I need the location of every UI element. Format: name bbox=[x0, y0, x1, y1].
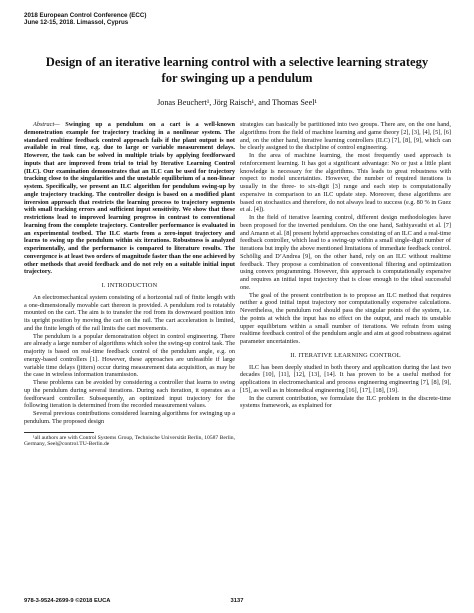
paragraph: ILC has been deeply studied in both theory and application during the last two decades [10], [11], [12], [13], [14]. It has proven to be a useful method for applications in electromechanical and process engineering engineering [7], [8], [9], [15], as well as in biomedical engineering [16], [17], [18], [19]. bbox=[240, 363, 451, 394]
paragraph: In the area of machine learning, the most frequently used approach is reinforcement learning. It has got a significant advantage: No or just a little plant knowledge is necessary for the algorithms. This leads to great robustness with respect to model uncertainties. However, the number of required iterations is usually in the three- to six-digit [3] range and each step is computationally expensive in comparison to an ILC update step. Moreover, these algorithms are based on stochastics and therefore, do not always lead to success (e.g. 80 % in Guez et al. [4]). bbox=[240, 152, 451, 214]
conference-name: 2018 European Control Conference (ECC) bbox=[24, 12, 147, 19]
page-number: 3137 bbox=[230, 598, 244, 604]
paragraph: The goal of the present contribution is to propose an ILC method that requires neither a good initial input trajectory nor computationally expensive calculations. Nevertheless, the pendulum rod should pass the singular points of the system, i.e. the points at which the input has no effect on the output, and reach its unstable upper equilibrium within a small number of iterations. We refrain from using realtime feedback control of the pendulum angle and aim at good robustness against parameter uncertainties. bbox=[240, 291, 451, 345]
conference-header bbox=[24, 12, 146, 27]
left-column bbox=[24, 121, 235, 448]
paragraph: In the field of iterative learning control, different design methodologies have been proposed for the inverted pendulum. On the one hand, Sathiyavathi et al. [7] and Amann et al. [8] present hybrid approaches consisting of an ILC and a real-time feedback controller, which lead to a swing-up within a small single-digit number of iterations but imply the above mentioned limitations of immediate feedback control. Schöllig and D’Andrea [9], on the other hand, rely on an ILC without realtime feedback. They propose a combination of conventional filtering and optimization using convex programming. However, this approach is computationally expensive and requires an initial input trajectory that is close enough to the ideal successful one. bbox=[240, 214, 451, 291]
section-heading-ilc: II. ITERATIVE LEARNING CONTROL bbox=[290, 351, 401, 359]
paragraph: strategies can basically be partitioned into two groups. There are, on the one hand, algorithms from the field of machine learning and game theory [2], [3], [4], [5], [6] and, on the other hand, iterative learning controllers (ILC) [7], [8], [9], which can be clearly assigned to the discipline of control engineering. bbox=[240, 121, 451, 152]
author-list: Jonas Beuchert¹, Jörg Raisch¹, and Thomas Seel¹ bbox=[157, 98, 317, 107]
paragraph: Several previous contributions considered learning algorithms for swinging up a pendulum. The proposed design bbox=[24, 410, 235, 425]
section-heading-introduction: I. INTRODUCTION bbox=[101, 282, 158, 289]
paragraph: The pendulum is a popular demonstration object in control engineering. There are already a large number of algorithms which solve the swing-up control task. The majority is based on real-time feedback control of the pendulum angle, e.g. on energy-based controllers [1]. However, these approaches are unfeasible if large variable time delays (jitters) occur during measurement data acquisition, as may be the case in wireless information transmission. bbox=[24, 332, 235, 379]
affiliation-footnote: ¹all authors are with Control Systems Group, Technische Universität Berlin, 10587 Berlin, Germany, Seel@control.TU-Berlin.de bbox=[24, 434, 235, 448]
paragraph: An electromechanical system consisting of a horizontal rail of finite length with a one-dimensionally movable cart thereon is provided. A pendulum rod is rotatably mounted on the cart. The aim is to transfer the rod from its downward position into its upright position by moving the cart on the rail. The cart acceleration is limited, and the finite length of the rail limits the cart movements. bbox=[24, 293, 235, 332]
footnote-divider bbox=[24, 432, 94, 433]
abstract-lead: Abstract— bbox=[33, 121, 60, 128]
abstract bbox=[24, 121, 235, 276]
conference-dates: June 12-15, 2018. Limassol, Cyprus bbox=[24, 19, 129, 27]
paragraph: These problems can be avoided by considering a controller that learns to swing up the pendulum during several iterations. During each iteration, it operates as a feedforward controller. Subsequently, an optimized input trajectory for the following iteration is determined from the recorded measurement values. bbox=[24, 379, 235, 410]
paragraph: In the current contribution, we formulate the ILC problem in the discrete-time systems framework, as explained for bbox=[240, 394, 451, 410]
right-column bbox=[240, 121, 451, 410]
paper-title: Design of an iterative learning control with a selective learning strategy for swinging up a pendulum bbox=[45, 55, 429, 85]
isbn-copyright: 978-3-9524-2699-9 ©2018 EUCA bbox=[24, 598, 111, 604]
abstract-body: Swinging up a pendulum on a cart is a well-known demonstration example for trajectory tracking in a nonlinear system. The standard realtime feedback control approach fails if the plant output is not available in real time, e.g. due to large or variable measurement delays. However, the task can be solved in multiple trials by applying feedforward inputs that are improved from trial to trial by Iterative Learning Control (ILC). Our examination demonstrates that an ILC can be used for trajectory tracking close to the singularities and the unstable equilibrium of a non-linear system. Specifically, we present an ILC algorithm for pendulum swing-up by angle trajectory tracking. The controller design is based on a modified plant inversion approach that restricts the learning process to trajectory segments with small tracking errors and sufficient input sensitivity. We show that these restrictions lead to improved learning progress in contrast to conventional learning from the complete trajectory. Controller performance is evaluated in an experimental testbed. The ILC starts from a zero-input trajectory and learns to swing up the pendulum within six iterations. Robustness is analyzed experimentally, and the performance is compared to literature results. The convergence is at least two orders of magnitude faster than the one achieved by other methods that avoid feedback and do not rely on a suitable initial input trajectory. bbox=[24, 121, 235, 276]
